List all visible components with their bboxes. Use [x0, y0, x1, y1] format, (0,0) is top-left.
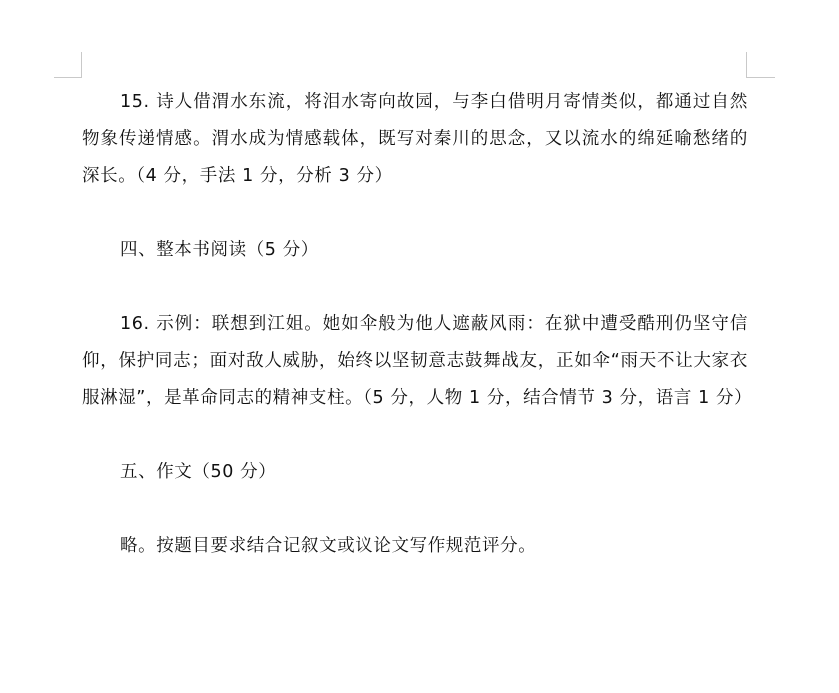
crop-mark-top-left — [54, 52, 82, 78]
document-page-content — [82, 84, 753, 565]
answer-15: 15. 诗人借渭水东流，将泪水寄向故园，与李白借明月寄情类似，都通过自然物象传递情感。渭水成为情感载体，既写对秦川的思念，又以流水的绵延喻愁绪的深长。（4 分，手法 1 分，分析 3 分） — [82, 92, 748, 186]
essay-scoring-note: 略。按题目要求结合记叙文或议论文写作规范评分。 — [120, 536, 537, 556]
blank-line — [82, 417, 748, 454]
blank-line — [82, 491, 748, 528]
blank-line — [82, 269, 748, 306]
section-5-heading: 五、作文（50 分） — [120, 462, 277, 482]
crop-mark-top-right — [746, 52, 775, 78]
answer-16: 16. 示例：联想到江姐。她如伞般为他人遮蔽风雨：在狱中遭受酷刑仍坚守信仰，保护同志；面对敌人威胁，始终以坚韧意志鼓舞战友，正如伞“雨天不让大家衣服淋湿”，是革命同志的精神支柱。（5 分，人物 1 分，结合情节 3 分，语言 1 分） — [82, 314, 753, 408]
section-4-heading: 四、整本书阅读（5 分） — [120, 240, 319, 260]
blank-line — [82, 195, 748, 232]
